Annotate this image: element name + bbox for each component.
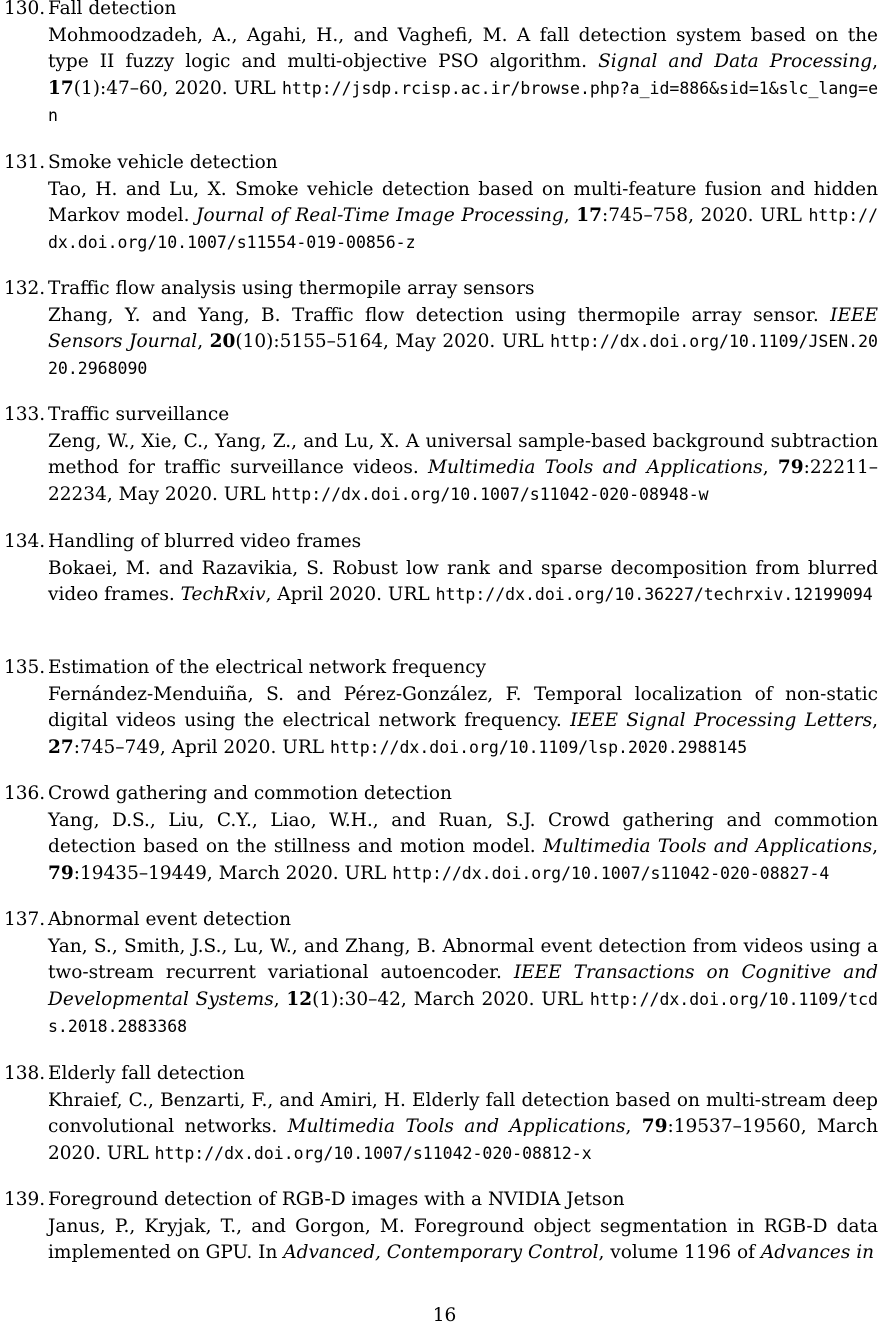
reference-details: :19537–19560, March 2020. [48, 1116, 879, 1165]
reference-authors: Khraief, C., Benzarti, F., and Amiri, H. [48, 1089, 406, 1111]
reference-title: Elderly fall detection based on multi-stream deep convolutional networks. [48, 1089, 878, 1138]
reference-url-link[interactable]: http://dx.doi.org/10.1109/tcds.2018.2883368 [48, 990, 878, 1036]
reference-volume: 17 [576, 205, 602, 227]
reference-authors: Janus, P., Kryjak, T., and Gorgon, M. [48, 1215, 405, 1237]
reference-journal: Multimedia Tools and Applications [543, 836, 873, 858]
reference-journal: Multimedia Tools and Applications [287, 1116, 626, 1138]
url-label: URL [760, 205, 802, 227]
url-label: URL [501, 331, 544, 353]
reference-details: :22211–22234, May 2020. [48, 457, 878, 506]
reference-journal: IEEE Transactions on Cognitive and Developmental Systems [48, 962, 878, 1011]
reference-authors: Yan, S., Smith, J.S., Lu, W., and Zhang, B. [48, 935, 437, 957]
reference-authors: Fernández-Menduiña, S. and Pérez-González, F. [48, 683, 522, 705]
reference-journal: Signal and Data Processing [598, 51, 873, 73]
reference-number: 135. [4, 657, 46, 678]
url-label: URL [106, 1143, 149, 1165]
reference-details: (1):47–60, 2020. [73, 78, 228, 100]
url-label: URL [233, 78, 276, 100]
reference-details: :19435–19449, March 2020. [73, 863, 339, 885]
reference-volume: 17 [48, 78, 74, 100]
reference-citation [48, 1214, 878, 1267]
reference-title: Traffic flow detection using thermopile array sensor. [291, 304, 819, 326]
reference-topic: Estimation of the electrical network frequency [48, 657, 487, 678]
reference-title: A universal sample-based background subtraction method for traffic surveillance videos. [48, 430, 878, 479]
reference-details: , volume 1196 of [598, 1242, 756, 1264]
reference-citation: Mohmoodzadeh, A., Agahi, H., and Vaghefi, M. A fall detection system based on the type II fuzzy logic and multi-objective PSO algorithm. Signal and Data Processing, 17(1):47–60, 2020. URL http://jsdp.rcisp.ac.ir/browse.php?a_id=886&sid=1&slc_lang=en [48, 24, 878, 125]
url-label: URL [344, 863, 387, 885]
reference-volume: 79 [641, 1116, 668, 1138]
reference-topic: Smoke vehicle detection [48, 152, 278, 173]
reference-journal: IEEE Sensors Journal [48, 304, 878, 353]
reference-citation: Fernández-Menduiña, S. and Pérez-González, F. Temporal localization of non-static digital videos using the electrical network frequency. IEEE Signal Processing Letters, 27:745–749, April 2020. URL http://dx.doi.org/10.1109/lsp.2020.2988145 [48, 683, 879, 759]
reference-title: Robust low rank and sparse decomposition from blurred video frames. [48, 557, 878, 606]
reference-citation: Zhang, Y. and Yang, B. Traffic flow detection using thermopile array sensor. IEEE Sensors Journal, 20(10):5155–5164, May 2020. URL http://dx.doi.org/10.1109/JSEN.2020.2968090 [48, 304, 878, 379]
reference-authors: Tao, H. and Lu, X. [48, 178, 227, 200]
reference-topic: Traffic flow analysis using thermopile array sensors [48, 278, 535, 299]
reference-topic: Crowd gathering and commotion detection [48, 783, 452, 804]
reference-authors: Zhang, Y. and Yang, B. [48, 304, 281, 326]
reference-number: 136. [4, 783, 46, 804]
reference-topic: Abnormal event detection [48, 909, 291, 930]
reference-citation [48, 556, 878, 609]
reference-url-link[interactable]: http://dx.doi.org/10.36227/techrxiv.12199094 [435, 585, 873, 605]
reference-volume: 27 [48, 737, 74, 759]
reference-journal: Advanced, Contemporary Control [283, 1242, 599, 1264]
reference-journal: Multimedia Tools and Applications [428, 457, 763, 479]
url-label: URL [541, 989, 584, 1011]
reference-details: (1):30–42, March 2020. [312, 989, 535, 1011]
reference-url-link[interactable]: http://dx.doi.org/10.1007/s11042-020-08812-x [154, 1144, 592, 1164]
url-label: URL [387, 584, 430, 606]
reference-url-link[interactable]: http://dx.doi.org/10.1109/JSEN.2020.2968090 [48, 332, 878, 379]
reference-number: 130. [4, 0, 46, 19]
reference-citation: Khraief, C., Benzarti, F., and Amiri, H. Elderly fall detection based on multi-stream deep convolutional networks. Multimedia Tools and Applications, 79:19537–19560, March 2020. URL http://dx.doi.org/10.1007/s11042-020-08812-x [48, 1089, 879, 1165]
reference-topic: Traffic surveillance [48, 404, 230, 425]
reference-number: 138. [4, 1063, 46, 1084]
reference-number: 134. [4, 531, 46, 552]
reference-citation: Zeng, W., Xie, C., Yang, Z., and Lu, X. A universal sample-based background subtraction method for traffic surveillance videos. Multimedia Tools and Applications, 79:22211–22234, May 2020. URL http://dx.doi.org/10.1007/s11042-020-08948-w [48, 430, 878, 506]
reference-details: (10):5155–5164, May 2020. [235, 331, 496, 353]
reference-title: Crowd gathering and commotion detection based on the stillness and motion model. [48, 809, 878, 858]
reference-number: 133. [4, 404, 46, 425]
reference-number: 132. [4, 278, 46, 299]
reference-citation: Tao, H. and Lu, X. Smoke vehicle detection based on multi-feature fusion and hidden Markov model. Journal of Real-Time Image Processing, 17:745–758, 2020. URL http://dx.doi.org/10.1007/s11554-019-00856-z [48, 178, 879, 253]
page-number: 16 [432, 1305, 457, 1326]
reference-url-link[interactable]: http://jsdp.rcisp.ac.ir/browse.php?a_id=886&sid=1&slc_lang=en [48, 79, 878, 125]
reference-journal: IEEE Signal Processing Letters [570, 710, 873, 732]
reference-volume: 12 [286, 989, 313, 1011]
reference-url-link[interactable]: http://dx.doi.org/10.1007/s11554-019-00856-z [48, 206, 879, 253]
reference-series: Advances in [760, 1242, 875, 1264]
reference-topic: Fall detection [48, 0, 177, 19]
reference-authors: Zeng, W., Xie, C., Yang, Z., and Lu, X. [48, 430, 400, 452]
reference-number: 139. [4, 1189, 46, 1210]
reference-citation: Yang, D.S., Liu, C.Y., Liao, W.H., and Ruan, S.J. Crowd gathering and commotion detection based on the stillness and motion model. Multimedia Tools and Applications, 79:19435–19449, March 2020. URL http://dx.doi.org/10.1007/s11042-020-08827-4 [48, 809, 879, 885]
reference-details: :745–758, 2020. [601, 205, 754, 227]
reference-citation: Yan, S., Smith, J.S., Lu, W., and Zhang, B. Abnormal event detection from videos using a two-stream recurrent variational autoencoder. IEEE Transactions on Cognitive and Developmental Systems, 12(1):30–42, March 2020. URL http://dx.doi.org/10.1109/tcds.2018.2883368 [48, 935, 879, 1036]
reference-number: 131. [4, 152, 46, 173]
reference-journal: TechRxiv [180, 584, 266, 606]
reference-details: :745–749, April 2020. [73, 737, 277, 759]
reference-title: Foreground object segmentation in RGB-D data implemented on GPU. In [48, 1215, 878, 1264]
reference-title: A fall detection system based on the type II fuzzy logic and multi-objective PSO algorithm. [48, 24, 878, 73]
reference-topic: Elderly fall detection [48, 1063, 245, 1084]
reference-journal: Journal of Real-Time Image Processing [196, 205, 564, 227]
reference-title: Abnormal event detection from videos using a two-stream recurrent variational autoencoder. [48, 935, 879, 984]
reference-volume: 20 [209, 331, 236, 353]
reference-url-link[interactable]: http://dx.doi.org/10.1109/lsp.2020.2988145 [329, 738, 748, 758]
reference-title: Temporal localization of non-static digital videos using the electrical network frequency. [48, 683, 878, 732]
reference-title: Smoke vehicle detection based on multi-feature fusion and hidden Markov model. [48, 178, 878, 227]
reference-authors: Yang, D.S., Liu, C.Y., Liao, W.H., and Ruan, S.J. [48, 809, 536, 831]
reference-volume: 79 [48, 863, 74, 885]
reference-volume: 79 [777, 457, 804, 479]
reference-number: 137. [4, 909, 46, 930]
url-label: URL [223, 484, 266, 506]
reference-topic: Foreground detection of RGB-D images with a NVIDIA Jetson [48, 1189, 625, 1210]
reference-url-link[interactable]: http://dx.doi.org/10.1007/s11042-020-08948-w [271, 485, 709, 505]
reference-url-link[interactable]: http://dx.doi.org/10.1007/s11042-020-08827-4 [392, 864, 830, 884]
url-label: URL [282, 737, 325, 759]
reference-authors: Mohmoodzadeh, A., Agahi, H., and Vaghefi, M. [48, 24, 508, 46]
reference-details: , April 2020. [265, 584, 382, 606]
reference-authors: Bokaei, M. and Razavikia, S. [48, 557, 325, 579]
reference-topic: Handling of blurred video frames [48, 531, 362, 552]
